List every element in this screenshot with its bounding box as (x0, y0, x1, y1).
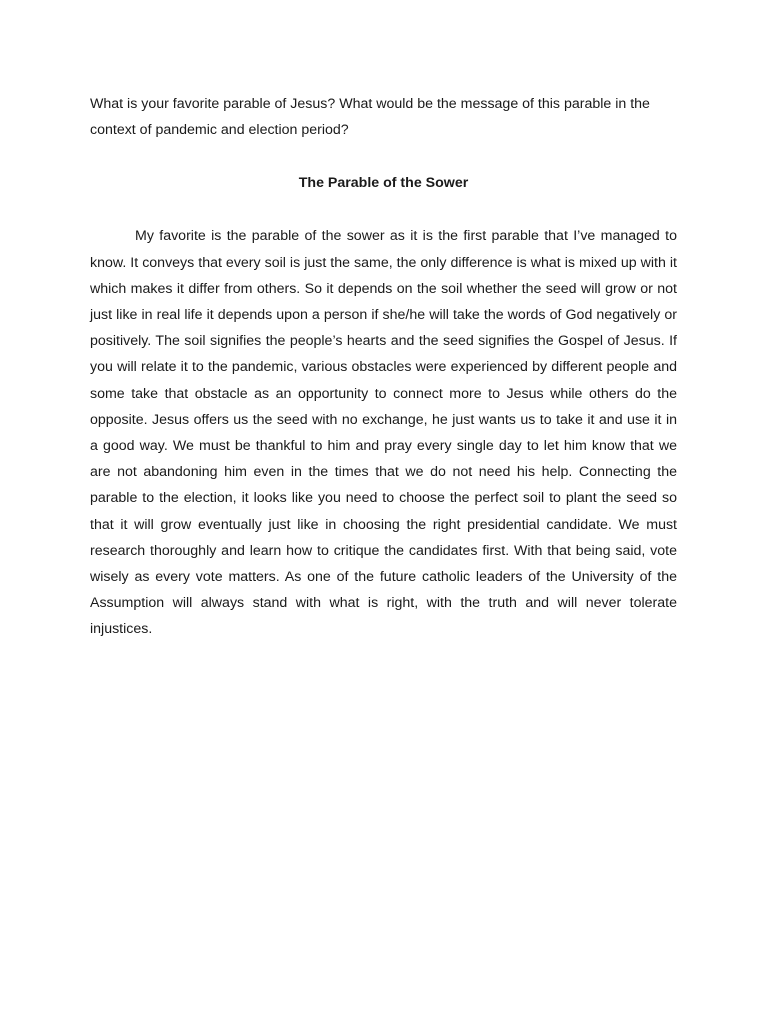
essay-body-paragraph: My favorite is the parable of the sower as it is the first parable that I’ve managed to know. It conveys that every soil is just the same, the only difference is what is mixed up with it which makes it differ from others. So it depends on the soil whether the seed will grow or not just like in real life it depends upon a person if she/he will take the words of God negatively or positively. The soil signifies the people’s hearts and the seed signifies the Gospel of Jesus. If you will relate it to the pandemic, various obstacles were experienced by different people and some take that obstacle as an opportunity to connect more to Jesus while others do the opposite. Jesus offers us the seed with no exchange, he just wants us to take it and use it in a good way. We must be thankful to him and pray every single day to let him know that we are not abandoning him even in the times that we do not need his help. Connecting the parable to the election, it looks like you need to choose the perfect soil to plant the seed so that it will grow eventually just like in choosing the right presidential candidate. We must research thoroughly and learn how to critique the candidates first. With that being said, vote wisely as every vote matters. As one of the future catholic leaders of the University of the Assumption will always stand with what is right, with the truth and will never tolerate injustices. (90, 228, 677, 638)
essay-title: The Parable of the Sower (298, 175, 469, 192)
document-content (90, 91, 677, 643)
essay-question: What is your favorite parable of Jesus? What would be the message of this parable in the context of pandemic and election period? (90, 96, 650, 139)
